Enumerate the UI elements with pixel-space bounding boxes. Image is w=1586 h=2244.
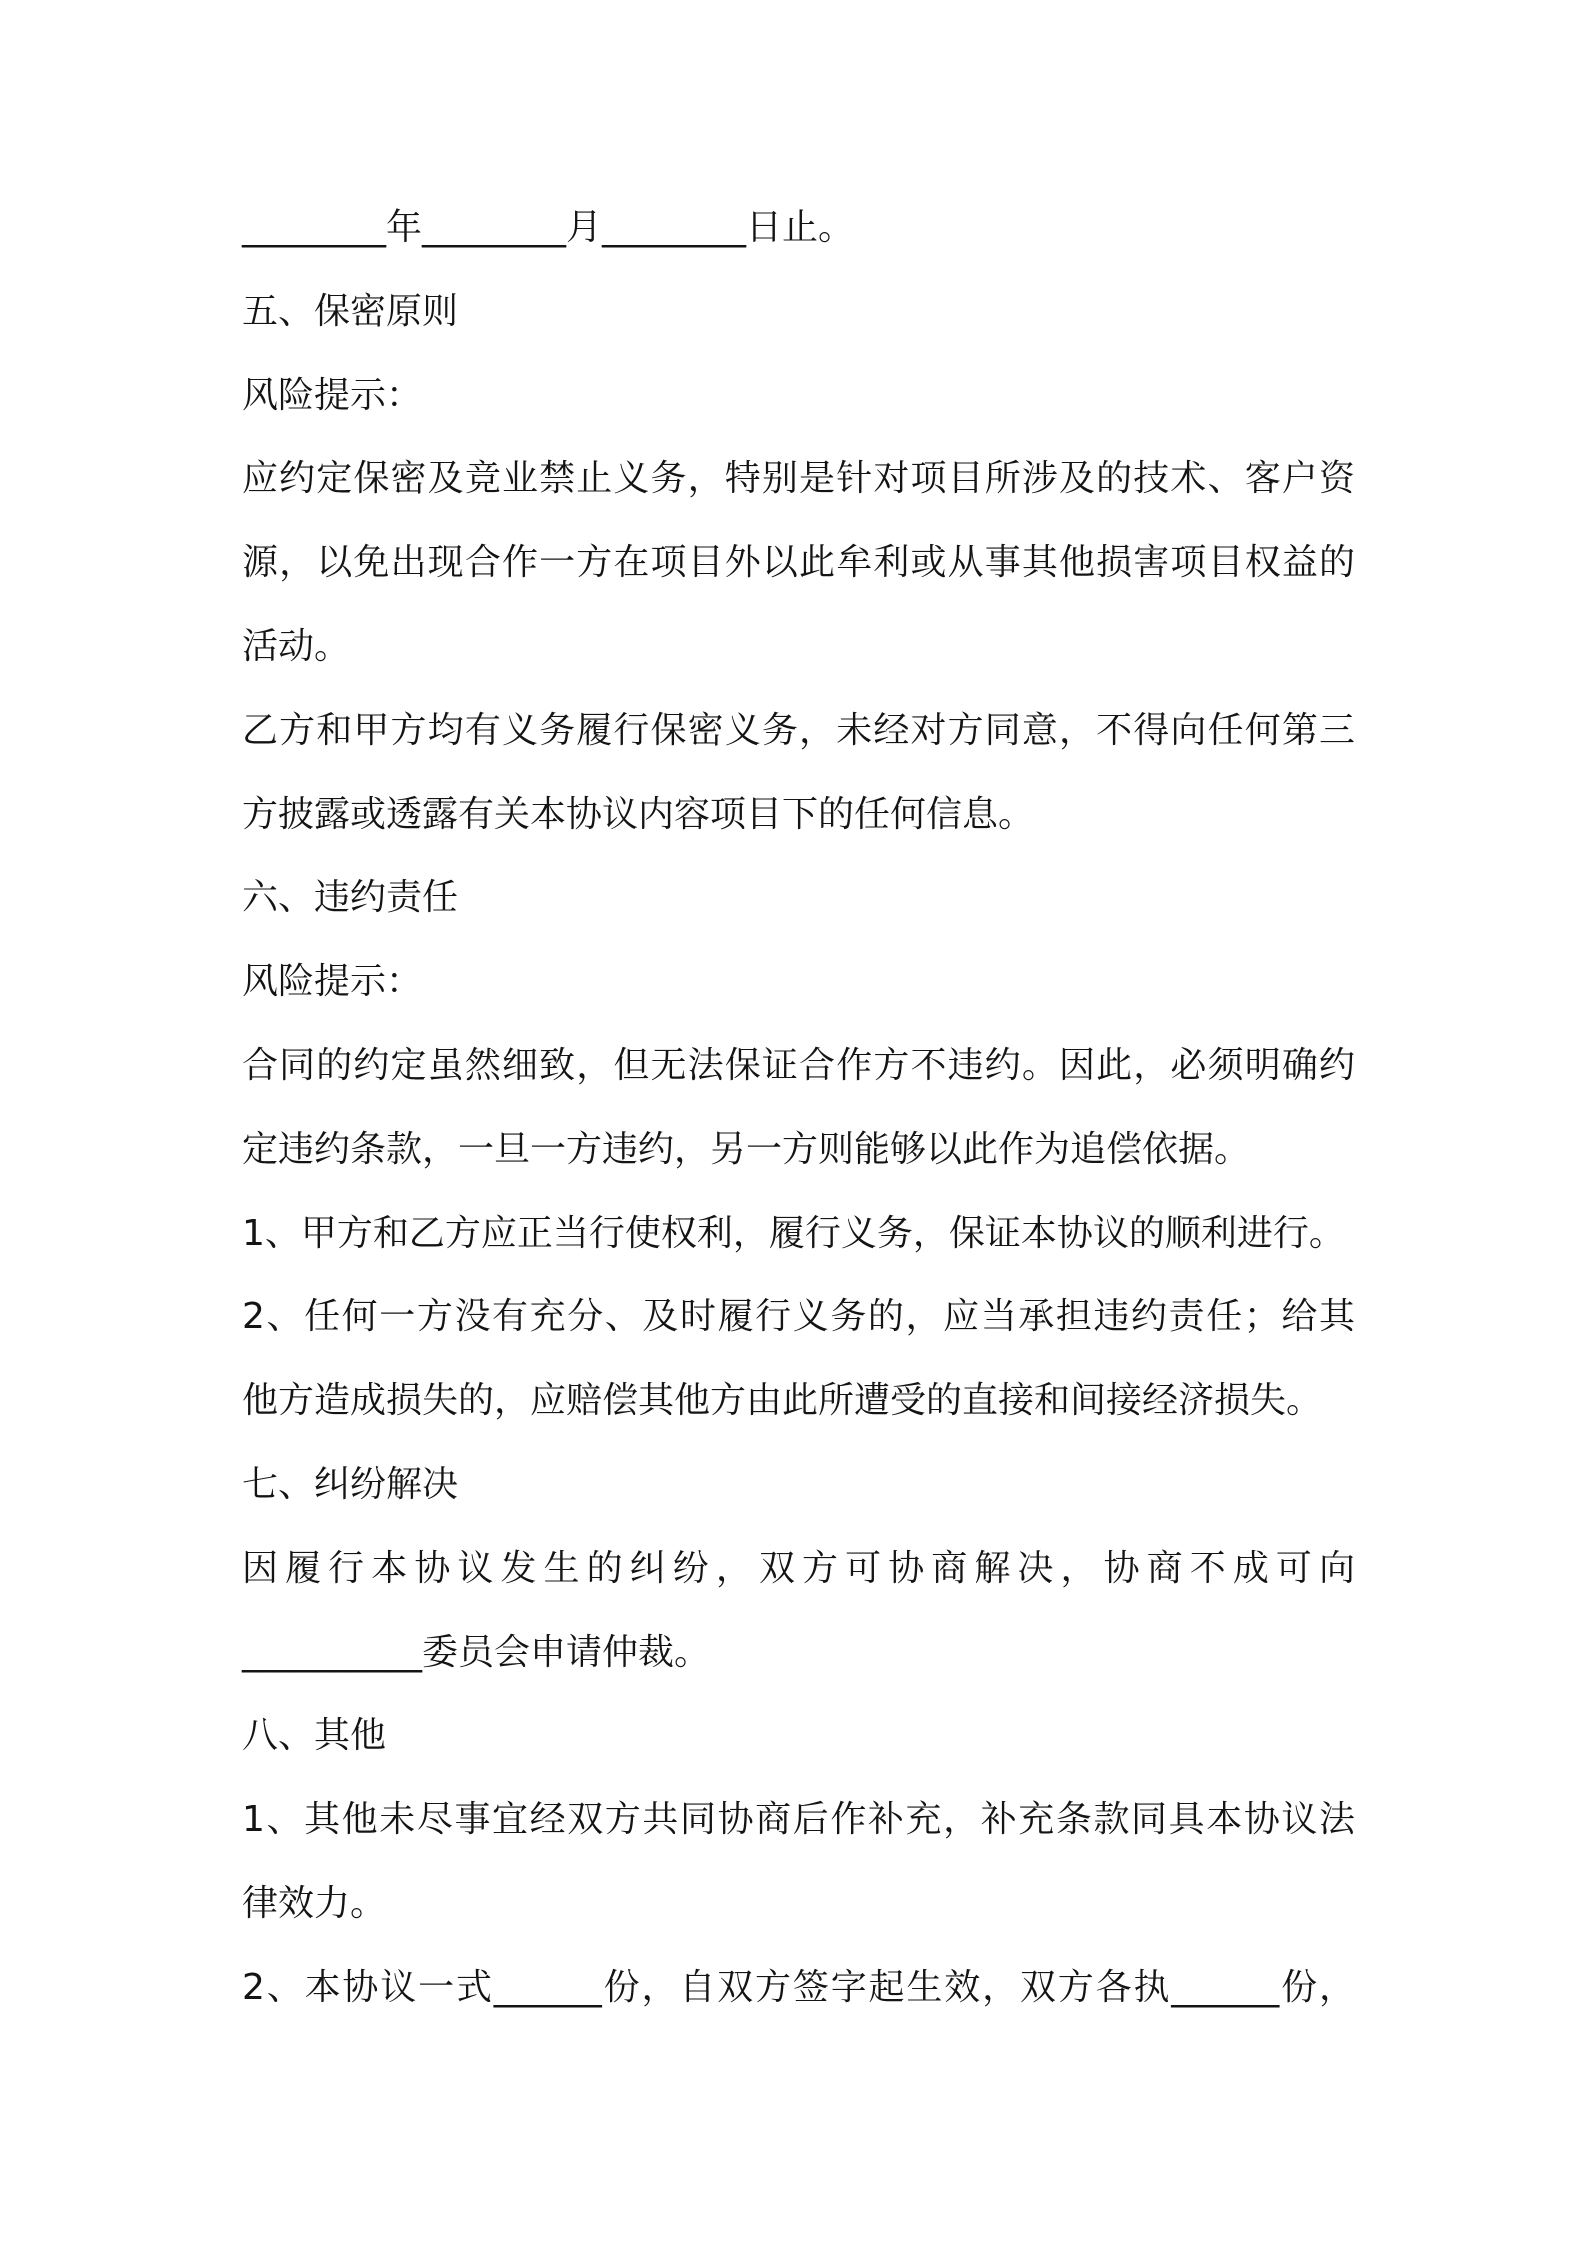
paragraph-line: 乙方和甲方均有义务履行保密义务，未经对方同意，不得向任何第三 xyxy=(242,709,1355,751)
paragraph-line: 源，以免出现合作一方在项目外以此牟利或从事其他损害项目权益的 xyxy=(242,542,1355,584)
clause-line: 1、其他未尽事宜经双方共同协商后作补充，补充条款同具本协议法 xyxy=(242,1799,1355,1841)
risk-note-label: 风险提示： xyxy=(242,961,423,1003)
clause-line: 1、甲方和乙方应正当行使权利，履行义务，保证本协议的顺利进行。 xyxy=(242,1212,1345,1254)
paragraph-line: 合同的约定虽然细致，但无法保证合作方不违约。因此，必须明确约 xyxy=(242,1044,1355,1086)
paragraph-line: 应约定保密及竞业禁止义务，特别是针对项目所涉及的技术、客户资 xyxy=(242,458,1355,500)
clause-line: 他方造成损失的，应赔偿其他方由此所遭受的直接和间接经济损失。 xyxy=(242,1380,1323,1422)
section-heading-breach: 六、违约责任 xyxy=(242,877,459,919)
paragraph-line: 方披露或透露有关本协议内容项目下的任何信息。 xyxy=(242,793,1035,835)
date-end-line: ________年________月________日止。 xyxy=(242,207,855,248)
clause-line: 2、任何一方没有充分、及时履行义务的，应当承担违约责任；给其 xyxy=(242,1296,1355,1338)
clause-line: 律效力。 xyxy=(242,1882,387,1924)
paragraph-line: 活动。 xyxy=(242,625,351,667)
risk-note-label: 风险提示： xyxy=(242,374,423,416)
paragraph-line: __________委员会申请仲裁。 xyxy=(242,1631,711,1673)
section-heading-other: 八、其他 xyxy=(242,1715,387,1757)
clause-line: 2、本协议一式______份，自双方签字起生效，双方各执______份， xyxy=(242,1966,1355,2008)
paragraph-line: 因履行本协议发生的纠纷，双方可协商解决，协商不成可向 xyxy=(242,1547,1355,1589)
paragraph-line: 定违约条款，一旦一方违约，另一方则能够以此作为追偿依据。 xyxy=(242,1128,1251,1170)
section-heading-dispute: 七、纠纷解决 xyxy=(242,1463,459,1505)
document-body xyxy=(242,186,1355,2030)
section-heading-confidentiality: 五、保密原则 xyxy=(242,290,459,332)
